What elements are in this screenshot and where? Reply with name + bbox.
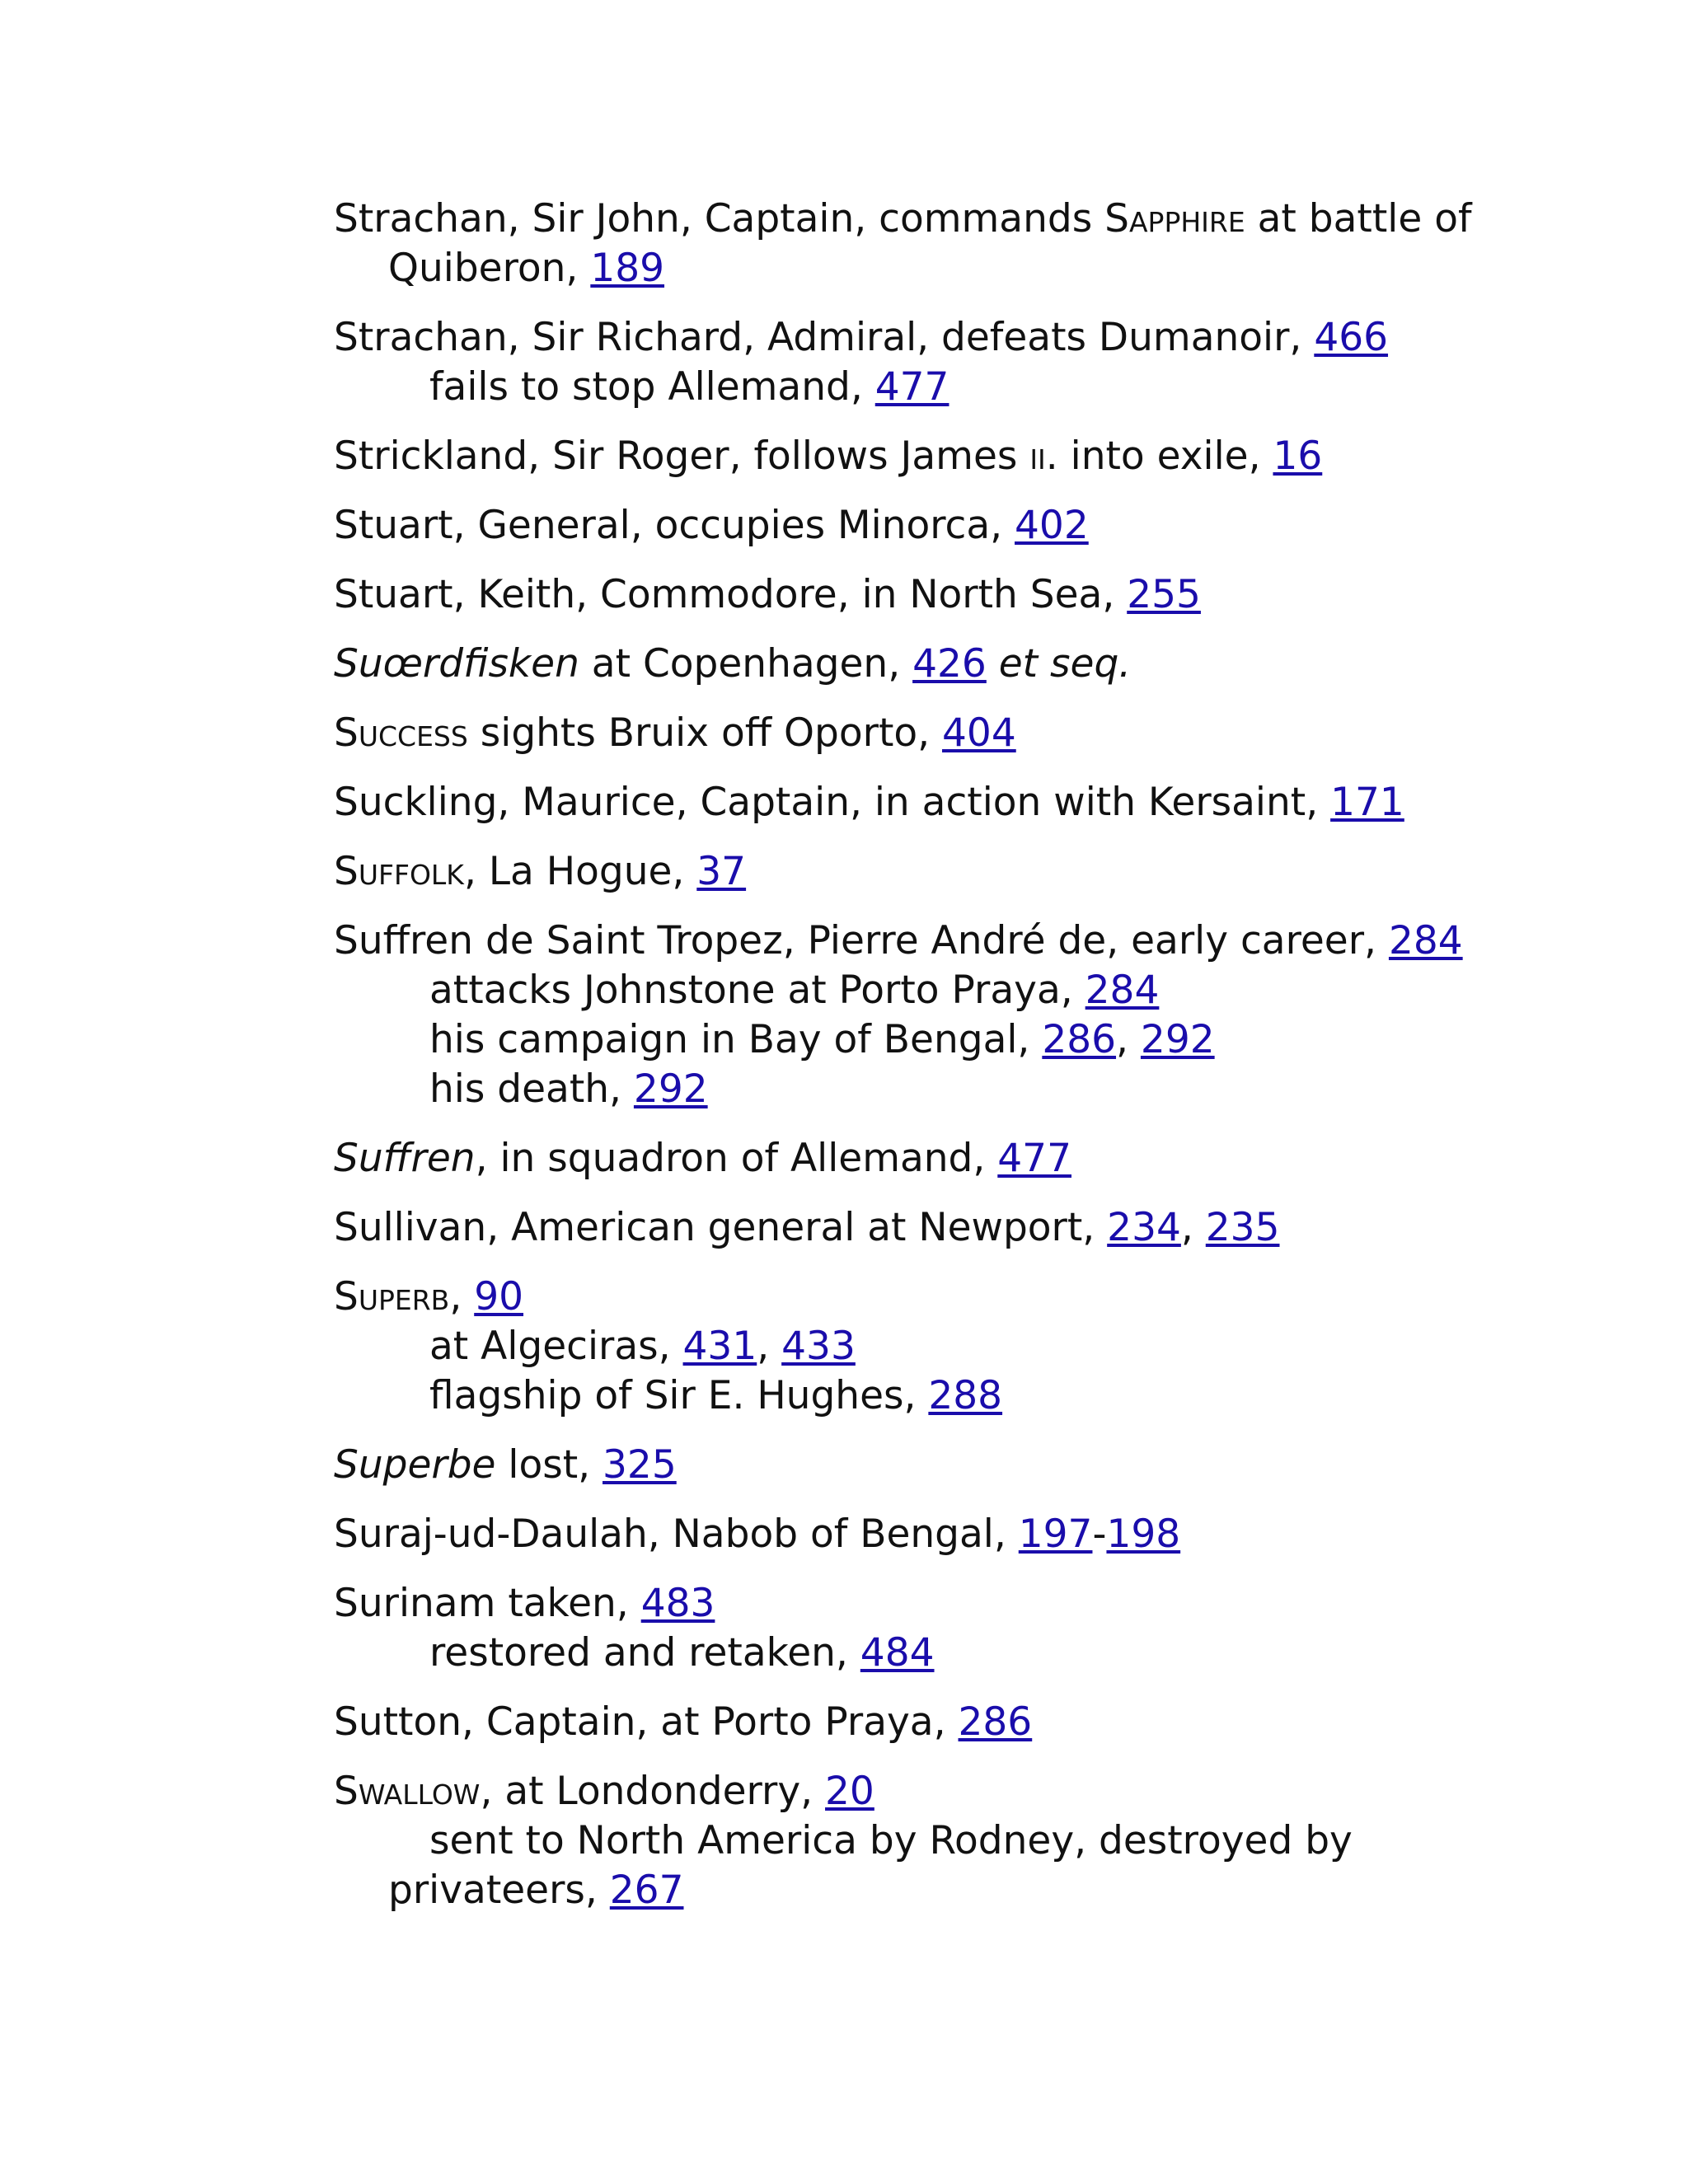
subentry-line: [334, 1816, 1471, 1866]
ship-name: Sapphire: [1104, 196, 1245, 241]
entry-text: his death,: [429, 1066, 634, 1112]
entry-heading-line: [334, 1510, 1471, 1559]
italic-text: Superbe: [334, 1442, 496, 1488]
page-link[interactable]: 466: [1314, 315, 1389, 360]
entry-text: flagship of Sir E. Hughes,: [429, 1373, 929, 1418]
entry-text: Stuart, General, occupies Minorca,: [334, 503, 1015, 548]
page-link[interactable]: 292: [1140, 1017, 1215, 1062]
index-entry: [334, 1767, 1471, 1915]
index-entry: [334, 313, 1471, 412]
entry-heading-line: [334, 709, 1471, 758]
entry-heading-line: [334, 640, 1471, 689]
entry-text: ,: [449, 1274, 475, 1319]
subentry-line: [334, 363, 1471, 412]
ship-name: Swallow: [334, 1769, 481, 1814]
entry-heading-line: [334, 916, 1471, 966]
entry-text: , in squadron of Allemand,: [475, 1136, 998, 1181]
page-link[interactable]: 286: [1042, 1017, 1117, 1062]
entry-text: ,: [1180, 1205, 1206, 1250]
page-link[interactable]: 284: [1388, 918, 1463, 963]
entry-text: Suraj-ud-Daulah, Nabob of Bengal,: [334, 1511, 1019, 1557]
page-link[interactable]: 198: [1106, 1511, 1181, 1557]
italic-text: Suffren: [334, 1136, 476, 1181]
page-link[interactable]: 288: [928, 1373, 1003, 1418]
ship-name: Suffolk: [334, 849, 464, 894]
index-entry: [334, 709, 1471, 758]
page-link[interactable]: 267: [609, 1868, 684, 1913]
page-link[interactable]: 197: [1018, 1511, 1093, 1557]
entry-text: at Copenhagen,: [579, 641, 913, 687]
entry-heading-line: [334, 1203, 1471, 1253]
entry-text: Surinam taken,: [334, 1581, 641, 1626]
index-entry: [334, 1579, 1471, 1678]
entry-heading-line: [334, 194, 1471, 244]
entry-text: fails to stop Allemand,: [429, 364, 875, 410]
entry-text: , La Hogue,: [463, 849, 697, 894]
page-link[interactable]: 477: [997, 1136, 1071, 1181]
entry-text: privateers,: [388, 1868, 610, 1913]
index-entry: [334, 432, 1471, 481]
subentry-line: [334, 1322, 1471, 1371]
page-link[interactable]: 37: [696, 849, 747, 894]
entry-text: ,: [1116, 1017, 1141, 1062]
entry-heading-line: [334, 570, 1471, 620]
entry-text: ,: [757, 1324, 782, 1369]
entry-heading-line: [334, 778, 1471, 827]
index-entry: [334, 501, 1471, 551]
italic-text: Suœrdfisken: [334, 641, 579, 687]
page-link[interactable]: 284: [1085, 968, 1160, 1013]
entry-heading-line: [334, 1272, 1471, 1322]
index-entry: [334, 640, 1471, 689]
entry-text: Strickland, Sir Roger, follows James: [334, 434, 1030, 479]
entry-text: Quiberon,: [388, 246, 591, 291]
index-entry: [334, 1698, 1471, 1747]
index-entry: [334, 1441, 1471, 1490]
page-link[interactable]: 16: [1273, 434, 1323, 479]
page-link[interactable]: 483: [640, 1581, 715, 1626]
entry-text: Suckling, Maurice, Captain, in action with Kersaint,: [334, 780, 1331, 825]
entry-text: Sullivan, American general at Newport,: [334, 1205, 1108, 1250]
page-link[interactable]: 431: [682, 1324, 757, 1369]
index-page: [334, 194, 1471, 1935]
entry-text: , at Londonderry,: [480, 1769, 826, 1814]
entry-text: sights Bruix off Oporto,: [467, 710, 943, 756]
entry-text: Suffren de Saint Tropez, Pierre André de, early career,: [334, 918, 1389, 963]
ship-name: Success: [334, 710, 468, 756]
page-link[interactable]: 20: [825, 1769, 874, 1814]
page-link[interactable]: 292: [633, 1066, 708, 1112]
entry-heading-line: [334, 1767, 1471, 1816]
continuation-line: [334, 244, 1471, 293]
entry-text: restored and retaken,: [429, 1630, 860, 1675]
entry-text: Strachan, Sir Richard, Admiral, defeats Dumanoir,: [334, 315, 1315, 360]
entry-text: at battle of: [1245, 196, 1472, 241]
entry-text: . into exile,: [1045, 434, 1273, 479]
subentry-line: [334, 1015, 1471, 1065]
page-link[interactable]: 433: [781, 1324, 856, 1369]
subentry-line: [334, 1629, 1471, 1678]
page-link[interactable]: 402: [1015, 503, 1089, 548]
page-link[interactable]: 325: [603, 1442, 677, 1488]
page-link[interactable]: 484: [860, 1630, 935, 1675]
entry-text: his campaign in Bay of Bengal,: [429, 1017, 1043, 1062]
page-link[interactable]: 90: [474, 1274, 524, 1319]
entry-text: Stuart, Keith, Commodore, in North Sea,: [334, 572, 1128, 617]
index-entry: [334, 1272, 1471, 1421]
continuation-line: [334, 1866, 1471, 1915]
index-entry: [334, 778, 1471, 827]
entry-heading-line: [334, 432, 1471, 481]
entry-heading-line: [334, 1698, 1471, 1747]
index-entry: [334, 847, 1471, 897]
italic-text: et seq.: [998, 641, 1132, 687]
entry-text: sent to North America by Rodney, destroyed by: [429, 1818, 1353, 1863]
index-entry: [334, 1203, 1471, 1253]
page-link[interactable]: 404: [942, 710, 1016, 756]
entry-text: [987, 641, 999, 687]
subentry-line: [334, 966, 1471, 1015]
index-entry: [334, 570, 1471, 620]
entry-text: lost,: [495, 1442, 603, 1488]
entry-heading-line: [334, 501, 1471, 551]
entry-heading-line: [334, 1579, 1471, 1629]
subentry-line: [334, 1065, 1471, 1114]
page-link[interactable]: 286: [958, 1699, 1033, 1745]
entry-text: Strachan, Sir John, Captain, commands: [334, 196, 1105, 241]
page-link[interactable]: 171: [1330, 780, 1404, 825]
page-link[interactable]: 255: [1127, 572, 1201, 617]
entry-text: Sutton, Captain, at Porto Praya,: [334, 1699, 959, 1745]
page-link[interactable]: 477: [874, 364, 950, 410]
index-entry: [334, 1134, 1471, 1183]
page-link[interactable]: 426: [912, 641, 987, 687]
entry-heading-line: [334, 847, 1471, 897]
page-link[interactable]: 189: [590, 246, 665, 291]
index-entry: [334, 1510, 1471, 1559]
subentry-line: [334, 1371, 1471, 1421]
entry-text: at Algeciras,: [429, 1324, 683, 1369]
entry-text: attacks Johnstone at Porto Praya,: [429, 968, 1085, 1013]
index-entry: [334, 916, 1471, 1114]
page-link[interactable]: 234: [1107, 1205, 1181, 1250]
index-entry: [334, 194, 1471, 293]
entry-heading-line: [334, 1134, 1471, 1183]
entry-heading-line: [334, 1441, 1471, 1490]
entry-text: -: [1092, 1511, 1107, 1557]
ship-name: ii: [1029, 434, 1046, 479]
page-link[interactable]: 235: [1205, 1205, 1280, 1250]
ship-name: Superb: [334, 1274, 450, 1319]
entry-heading-line: [334, 313, 1471, 363]
